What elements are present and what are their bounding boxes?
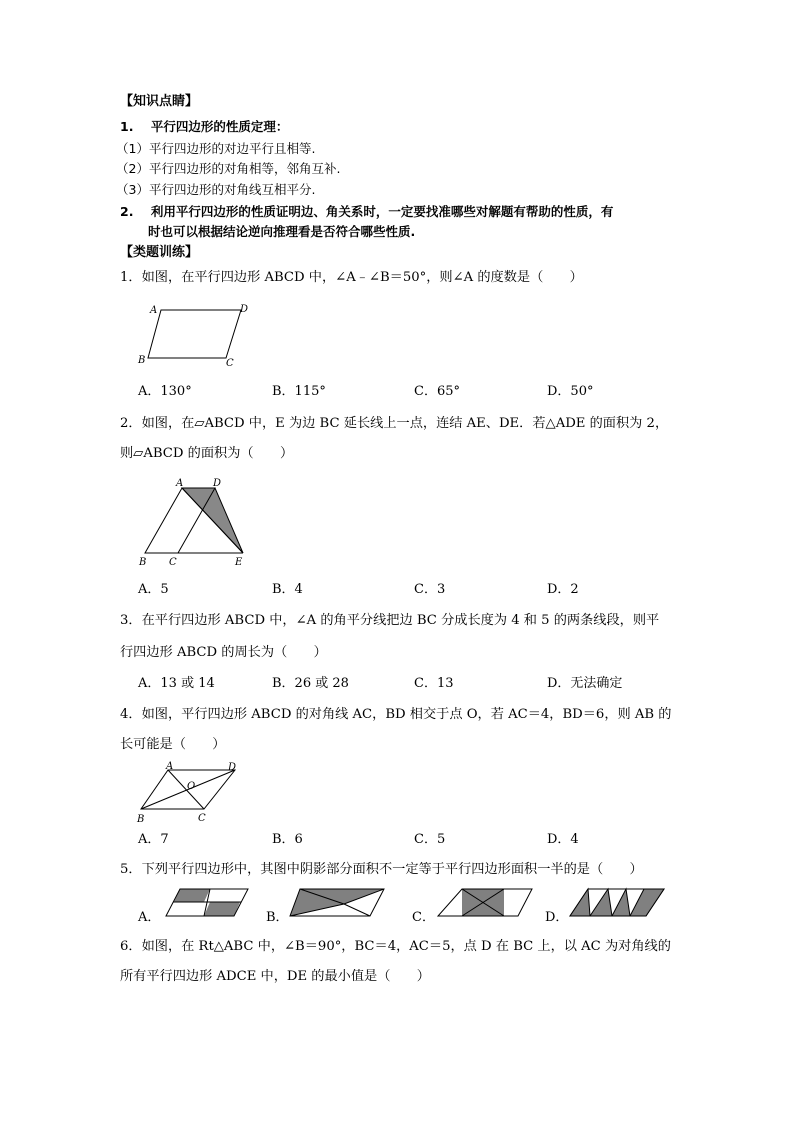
q5d-shade-3 — [612, 889, 630, 916]
q5-figure-d — [568, 886, 668, 920]
q2-label-a: A — [176, 478, 184, 489]
knowledge-item-3: （3）平行四边形的对角线互相平分. — [116, 182, 316, 197]
section-knowledge-heading: 【知识点睛】 — [120, 94, 199, 109]
q2-option-b[interactable]: B．4 — [272, 582, 303, 597]
q5-option-c[interactable]: C． — [412, 910, 435, 925]
section-training-heading: 【类题训练】 — [120, 245, 199, 260]
q5-figure-a — [162, 886, 252, 920]
q1-option-d[interactable]: D．50° — [547, 384, 594, 399]
question-2-text-line1: 2．如图，在▱ABCD 中，E 为边 BC 延长线上一点，连结 AE、DE．若△ADE 的面积为 2， — [120, 416, 669, 431]
q4-label-d: D — [228, 762, 237, 773]
question-6-text-line2: 所有平行四边形 ADCE 中，DE 的最小值是（ ） — [120, 969, 430, 984]
parallelogram-abcd — [148, 310, 241, 358]
q2-option-a[interactable]: A．5 — [138, 582, 169, 597]
q5d-shade-4 — [630, 889, 664, 916]
q4-label-c: C — [198, 813, 206, 824]
knowledge-item-1: （1）平行四边形的对边平行且相等. — [116, 141, 316, 156]
knowledge-point-2 — [120, 204, 613, 220]
question-4-text-line1: 4．如图，平行四边形 ABCD 的对角线 AC，BD 相交于点 O，若 AC＝4，BD＝6，则 AB 的 — [120, 707, 672, 722]
q3-option-c[interactable]: C．13 — [414, 676, 454, 691]
q3-option-d[interactable]: D．无法确定 — [547, 676, 623, 691]
knowledge-point-1-num: 1. — [120, 119, 134, 134]
q5-option-b[interactable]: B． — [266, 910, 289, 925]
q1-label-c: C — [226, 358, 234, 369]
q4-label-a: A — [166, 761, 174, 772]
q2-label-e: E — [235, 557, 243, 568]
q5-option-d[interactable]: D． — [545, 910, 569, 925]
q5d-shade-2 — [590, 889, 612, 916]
knowledge-point-1 — [120, 119, 288, 135]
q2-option-c[interactable]: C．3 — [414, 582, 446, 597]
question-3-text-line1: 3．在平行四边形 ABCD 中，∠A 的角平分线把边 BC 分成长度为 4 和 5 的两条线段，则平 — [120, 613, 660, 628]
question-4-figure — [136, 760, 246, 825]
knowledge-point-2-line1: 利用平行四边形的性质证明边、角关系时，一定要找准哪些对解题有帮助的性质，有 — [150, 204, 614, 219]
q4-option-d[interactable]: D．4 — [547, 832, 579, 847]
q4-option-b[interactable]: B．6 — [272, 832, 303, 847]
q5-figure-b — [288, 886, 388, 920]
q4-label-o: O — [187, 781, 196, 792]
q2-label-c: C — [169, 557, 177, 568]
diagonal-ac — [168, 770, 204, 809]
question-3-text-line2: 行四边形 ABCD 的周长为（ ） — [120, 645, 327, 660]
q1-label-d: D — [240, 304, 249, 315]
knowledge-point-1-title: 平行四边形的性质定理： — [150, 119, 289, 134]
q2-label-d: D — [213, 478, 222, 489]
knowledge-item-2: （2）平行四边形的对角相等，邻角互补. — [116, 161, 341, 176]
question-1-text: 1．如图，在平行四边形 ABCD 中，∠A﹣∠B＝50°，则∠A 的度数是（ ） — [120, 270, 583, 285]
q1-label-b: B — [138, 355, 146, 366]
question-1-figure — [136, 300, 256, 370]
q1-option-b[interactable]: B．115° — [272, 384, 326, 399]
q5b-line-4 — [344, 904, 370, 916]
knowledge-point-2-num: 2. — [120, 204, 134, 219]
question-2-figure — [136, 473, 256, 573]
q5d-shade-1 — [570, 889, 590, 916]
q5-figure-c — [436, 886, 536, 920]
q5-option-a[interactable]: A． — [138, 910, 161, 925]
q1-label-a: A — [150, 305, 158, 316]
question-4-text-line2: 长可能是（ ） — [120, 737, 226, 752]
q4-label-b: B — [137, 814, 145, 825]
q2-label-b: B — [139, 557, 147, 568]
q4-option-a[interactable]: A．7 — [138, 832, 169, 847]
q3-option-b[interactable]: B．26 或 28 — [272, 676, 349, 691]
q1-option-a[interactable]: A．130° — [138, 384, 192, 399]
question-6-text-line1: 6．如图，在 Rt△ABC 中，∠B＝90°，BC＝4，AC＝5，点 D 在 BC 上，以 AC 为对角线的 — [120, 939, 671, 954]
q2-option-d[interactable]: D．2 — [547, 582, 579, 597]
q3-option-a[interactable]: A．13 或 14 — [138, 676, 215, 691]
question-5-text: 5．下列平行四边形中，其图中阴影部分面积不一定等于平行四边形面积一半的是（ ） — [120, 862, 643, 877]
question-2-text-line2: 则▱ABCD 的面积为（ ） — [120, 446, 294, 461]
knowledge-point-2-line2: 时也可以根据结论逆向推理看是否符合哪些性质. — [148, 224, 416, 239]
q4-option-c[interactable]: C．5 — [414, 832, 446, 847]
q1-option-c[interactable]: C．65° — [414, 384, 460, 399]
